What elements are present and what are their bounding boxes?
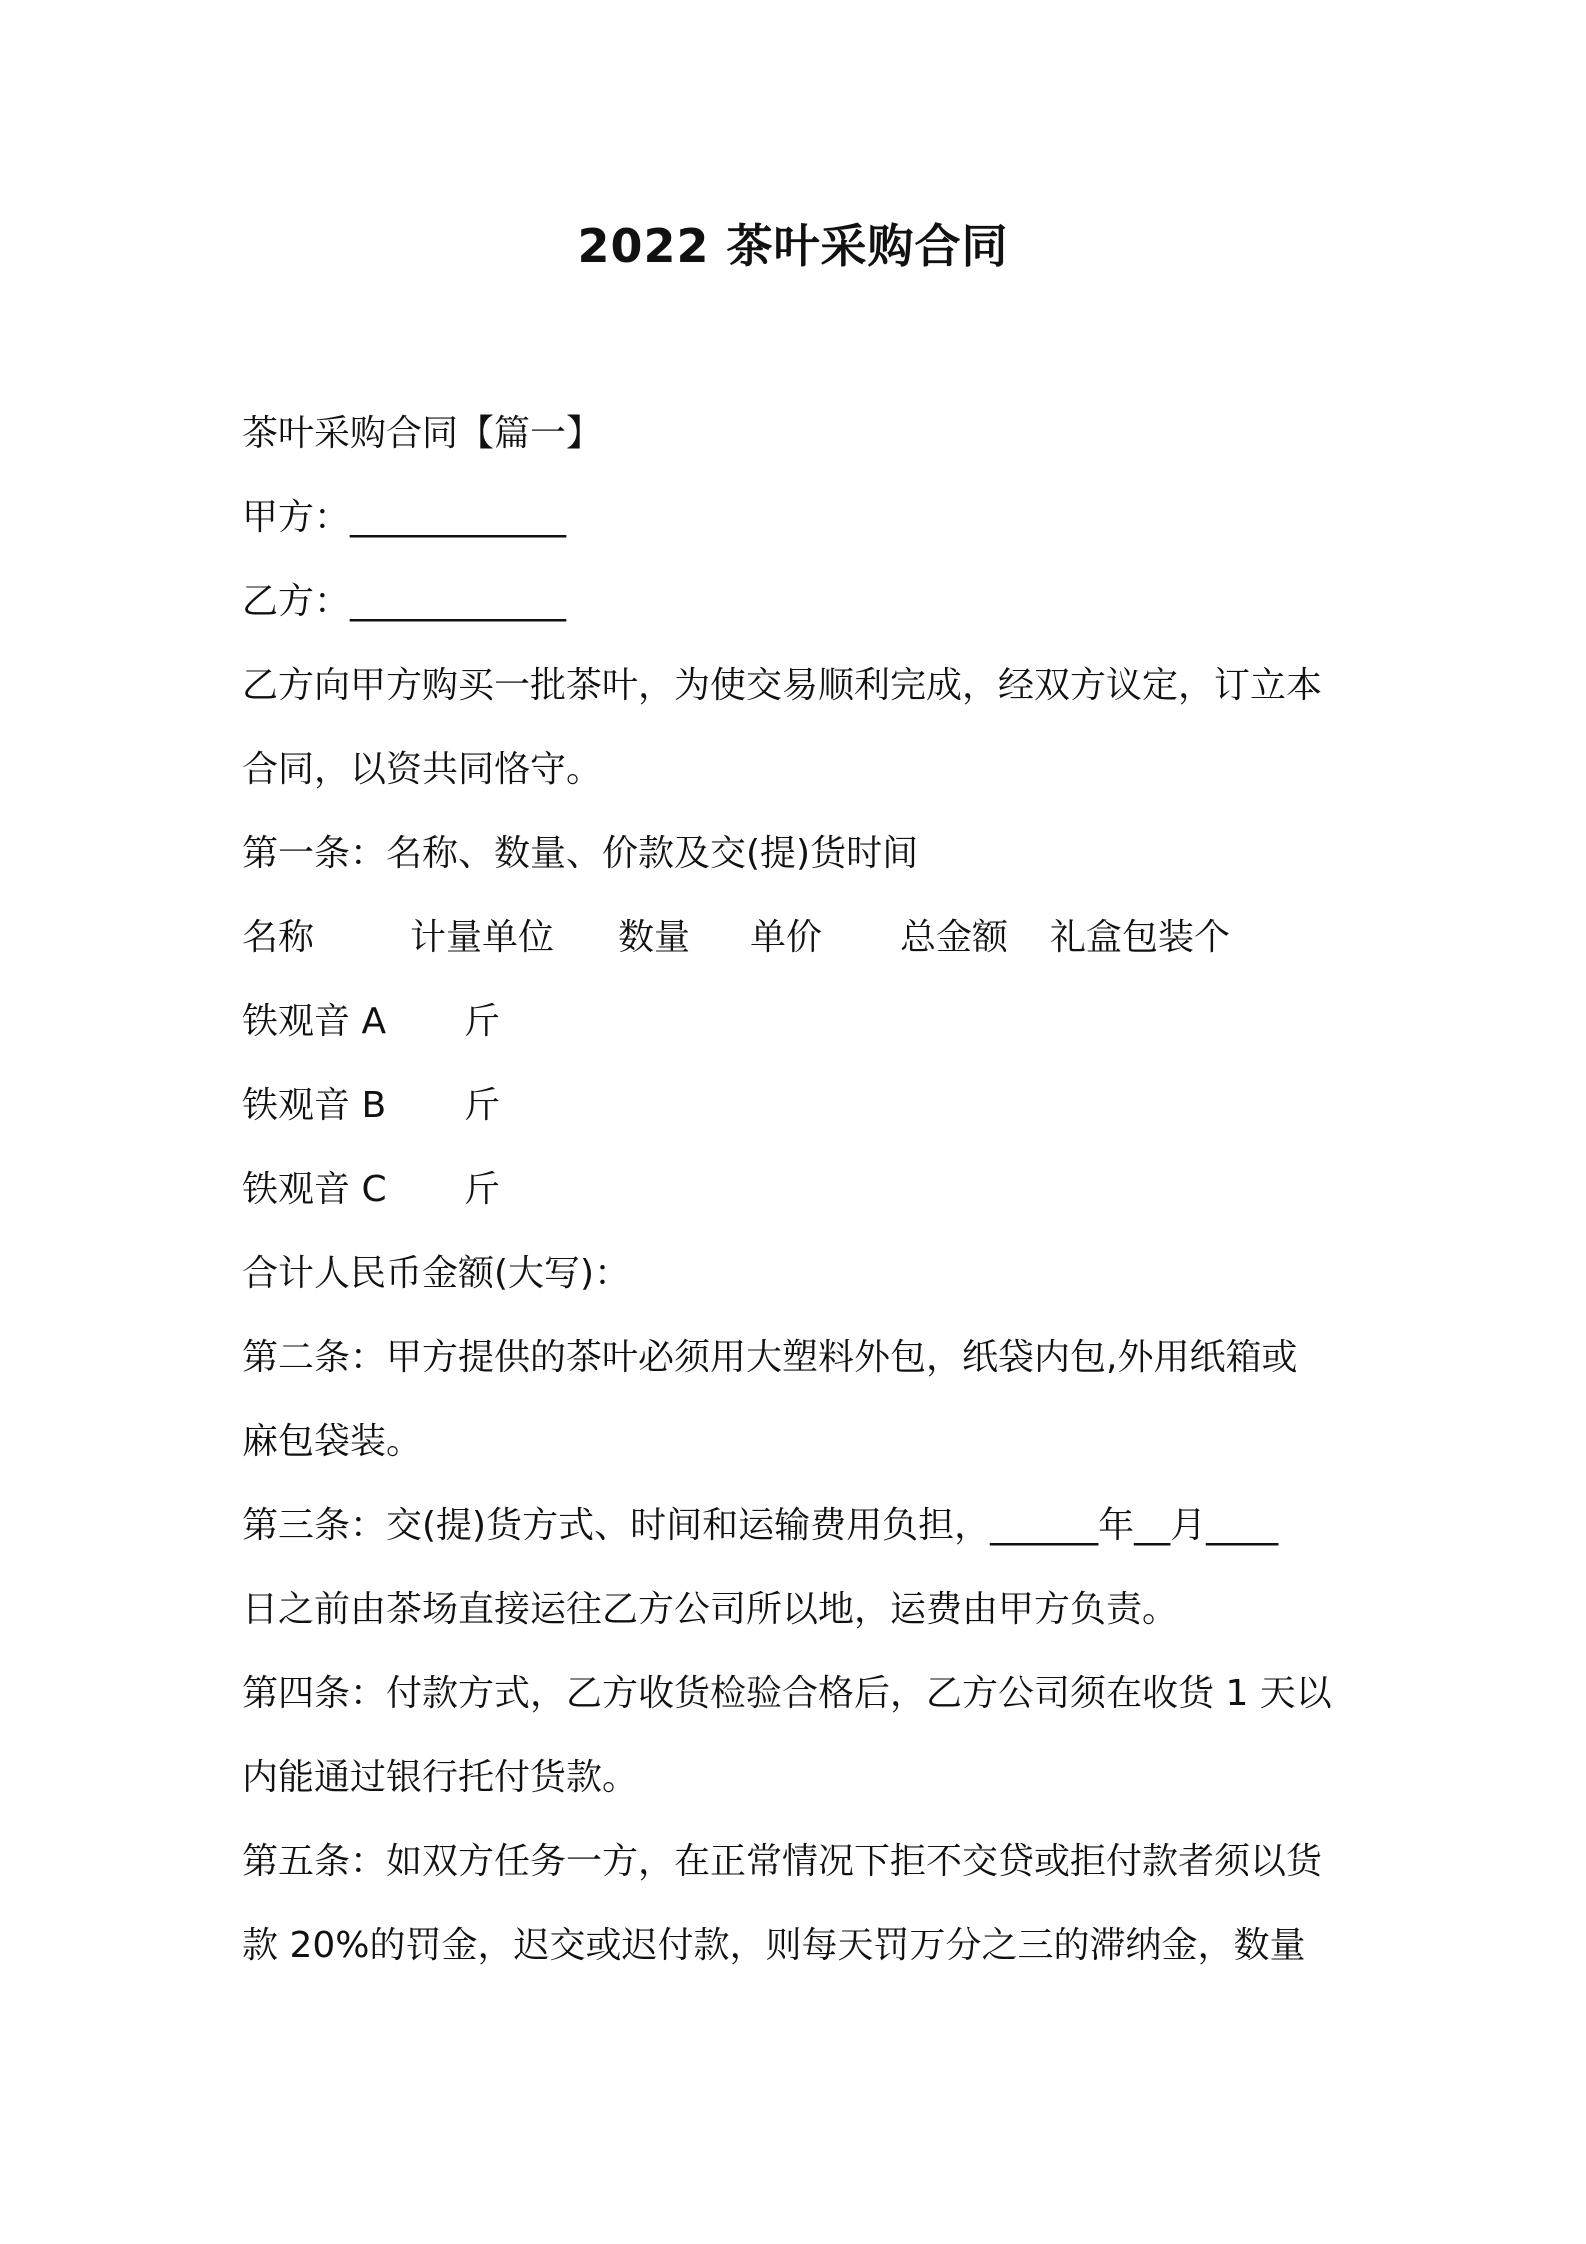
total-amount-line: 合计人民币金额(大写)： — [242, 1253, 631, 1294]
table-cell-name: 铁观音 B — [242, 1085, 387, 1126]
intro-paragraph-line-1: 乙方向甲方购买一批茶叶，为使交易顺利完成，经双方议定，订立本 — [242, 665, 1323, 706]
party-a-line: 甲方：____________ — [242, 497, 567, 538]
article-2-line-1: 第二条：甲方提供的茶叶必须用大塑料外包，纸袋内包,外用纸箱或 — [242, 1337, 1298, 1378]
article-4-line-2: 内能通过银行托付货款。 — [242, 1757, 639, 1798]
party-b-line: 乙方：____________ — [242, 581, 567, 622]
table-header-unit: 计量单位 — [410, 917, 555, 958]
table-cell-name: 铁观音 A — [242, 1001, 387, 1042]
article-4-line-1: 第四条：付款方式，乙方收货检验合格后，乙方公司须在收货 1 天以 — [242, 1673, 1332, 1714]
table-header-gift-box: 礼盒包装个 — [1050, 917, 1231, 958]
table-cell-unit: 斤 — [464, 1001, 501, 1042]
article-2-line-2: 麻包袋装。 — [242, 1421, 423, 1462]
table-header-total-amount: 总金额 — [900, 917, 1009, 958]
table-cell-name: 铁观音 C — [242, 1169, 387, 1210]
article-5-line-2: 款 20%的罚金，迟交或迟付款，则每天罚万分之三的滞纳金，数量 — [242, 1925, 1306, 1966]
table-cell-unit: 斤 — [464, 1169, 501, 1210]
article-1-heading: 第一条：名称、数量、价款及交(提)货时间 — [242, 833, 919, 874]
article-3-line-2: 日之前由茶场直接运往乙方公司所以地，运费由甲方负责。 — [242, 1589, 1179, 1630]
intro-paragraph-line-2: 合同，以资共同恪守。 — [242, 749, 603, 790]
table-header-unit-price: 单价 — [750, 917, 823, 958]
article-5-line-1: 第五条：如双方任务一方，在正常情况下拒不交贷或拒付款者须以货 — [242, 1841, 1323, 1882]
table-cell-unit: 斤 — [464, 1085, 501, 1126]
table-header-name: 名称 — [242, 917, 315, 958]
document-title: 2022 茶叶采购合同 — [577, 219, 1009, 273]
article-3-line-1: 第三条：交(提)货方式、时间和运输费用负担，______年__月____ — [242, 1505, 1279, 1546]
section-heading: 茶叶采购合同【篇一】 — [242, 413, 603, 454]
table-header-quantity: 数量 — [618, 917, 691, 958]
